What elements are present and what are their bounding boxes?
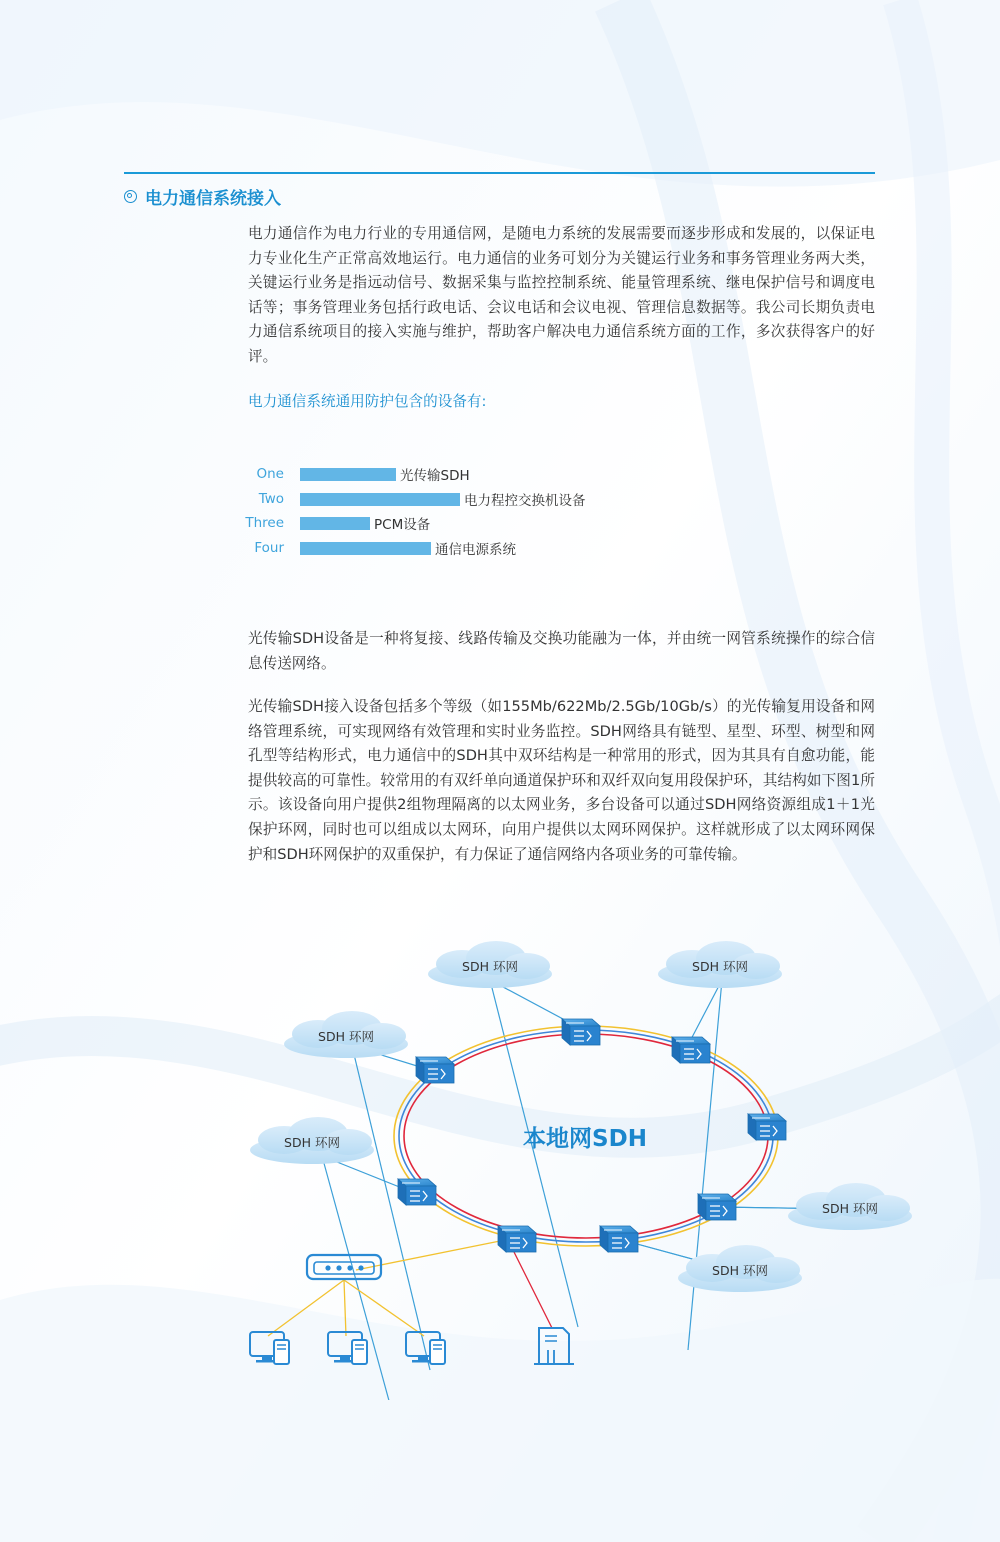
bar-row — [230, 538, 516, 558]
sdh-switch-5 — [398, 1179, 436, 1205]
cloud-3 — [284, 1011, 408, 1058]
computer-icon — [406, 1332, 445, 1364]
server-icon — [534, 1328, 574, 1364]
bar — [300, 517, 370, 530]
section-divider — [124, 172, 875, 174]
svg-text:SDH 环网: SDH 环网 — [318, 1029, 374, 1044]
section-title: 电力通信系统接入 — [145, 188, 281, 209]
sdh-switch-2 — [672, 1037, 710, 1063]
intro-paragraph: 电力通信作为电力行业的专用通信网，是随电力系统的发展需要而逐步形成和发展的，以保证电力专业化生产正常高效地运行。电力通信的业务可划分为关键运行业务和事务管理业务两大类，关键运行业务是指远动信号、数据采集与监控控制系统、能量管理系统、继电保护信号和调度电话等；事务管理业务包括行政电话、会议电话和会议电视、管理信息数据等。我公司长期负责电力通信系统项目的接入实施与维护，帮助客户解决电力通信系统方面的工作，多次获得客户的好评。 — [248, 225, 875, 365]
bar-data-label: 光传输SDH — [400, 468, 470, 484]
bar — [300, 542, 431, 555]
sdh-network-diagram — [0, 900, 1000, 1400]
computer-icon — [250, 1332, 289, 1364]
svg-text:SDH 环网: SDH 环网 — [712, 1263, 768, 1278]
cloud-2 — [658, 941, 782, 988]
svg-text:SDH 环网: SDH 环网 — [462, 959, 518, 974]
bar-row — [230, 464, 470, 484]
sdh-switch-3 — [416, 1057, 454, 1083]
sdh-detail-paragraph: 光传输SDH接入设备包括多个等级（如155Mb/622Mb/2.5Gb/10Gb/s）的光传输复用设备和网络管理系统，可实现网络有效管理和实时业务监控。SDH网络具有链型、星型、环型、树型和网孔型等结构形式，电力通信中的SDH其中双环结构是一种常用的形式，因为其具有自愈功能，能提供较高的可靠性。较常用的有双纤单向通道保护环和双纤双向复用段保护环，其结构如下图1所示。该设备向用户提供2组物理隔离的以太网业务，多台设备可以通过SDH网络资源组成1＋1光保护环网，同时也可以组成以太网环，向用户提供以太网环网保护。这样就形成了以太网环网保护和SDH环网保护的双重保护，有力保证了通信网络内各项业务的可靠传输。 — [248, 698, 875, 863]
link-server — [514, 1252, 552, 1328]
svg-text:SDH 环网: SDH 环网 — [284, 1135, 340, 1150]
computer-icon — [328, 1332, 367, 1364]
cloud-5 — [788, 1183, 912, 1230]
ring-title: 本地网SDH — [523, 1126, 647, 1152]
sdh-switch-8 — [600, 1226, 638, 1252]
svg-text:SDH 环网: SDH 环网 — [692, 959, 748, 974]
bar-category-label: Four — [254, 540, 284, 556]
cloud-1 — [428, 941, 552, 988]
sdh-description-paragraph: 光传输SDH设备是一种将复接、线路传输及交换功能融为一体，并由统一网管系统操作的综合信息传送网络。 — [248, 630, 875, 672]
bar-data-label: 电力程控交换机设备 — [464, 493, 586, 509]
devices-heading: 电力通信系统通用防护包含的设备有: — [248, 393, 487, 410]
sdh-switch-7 — [498, 1226, 536, 1252]
bar-row — [230, 489, 586, 509]
circle-bullet-icon — [124, 190, 137, 203]
bar-category-label: One — [256, 466, 284, 482]
svg-text:SDH 环网: SDH 环网 — [822, 1201, 878, 1216]
bar-data-label: PCM设备 — [374, 517, 431, 533]
sdh-switch-4 — [748, 1114, 786, 1140]
bar-row — [230, 513, 430, 533]
bar-category-label: Two — [258, 491, 284, 507]
bar — [300, 493, 460, 506]
cloud-4 — [250, 1117, 374, 1164]
sdh-switch-6 — [698, 1194, 736, 1220]
bar-category-label: Three — [245, 515, 284, 531]
bar — [300, 468, 396, 481]
bar-data-label: 通信电源系统 — [435, 542, 516, 558]
section-heading — [124, 183, 281, 209]
sdh-switch-1 — [562, 1019, 600, 1045]
